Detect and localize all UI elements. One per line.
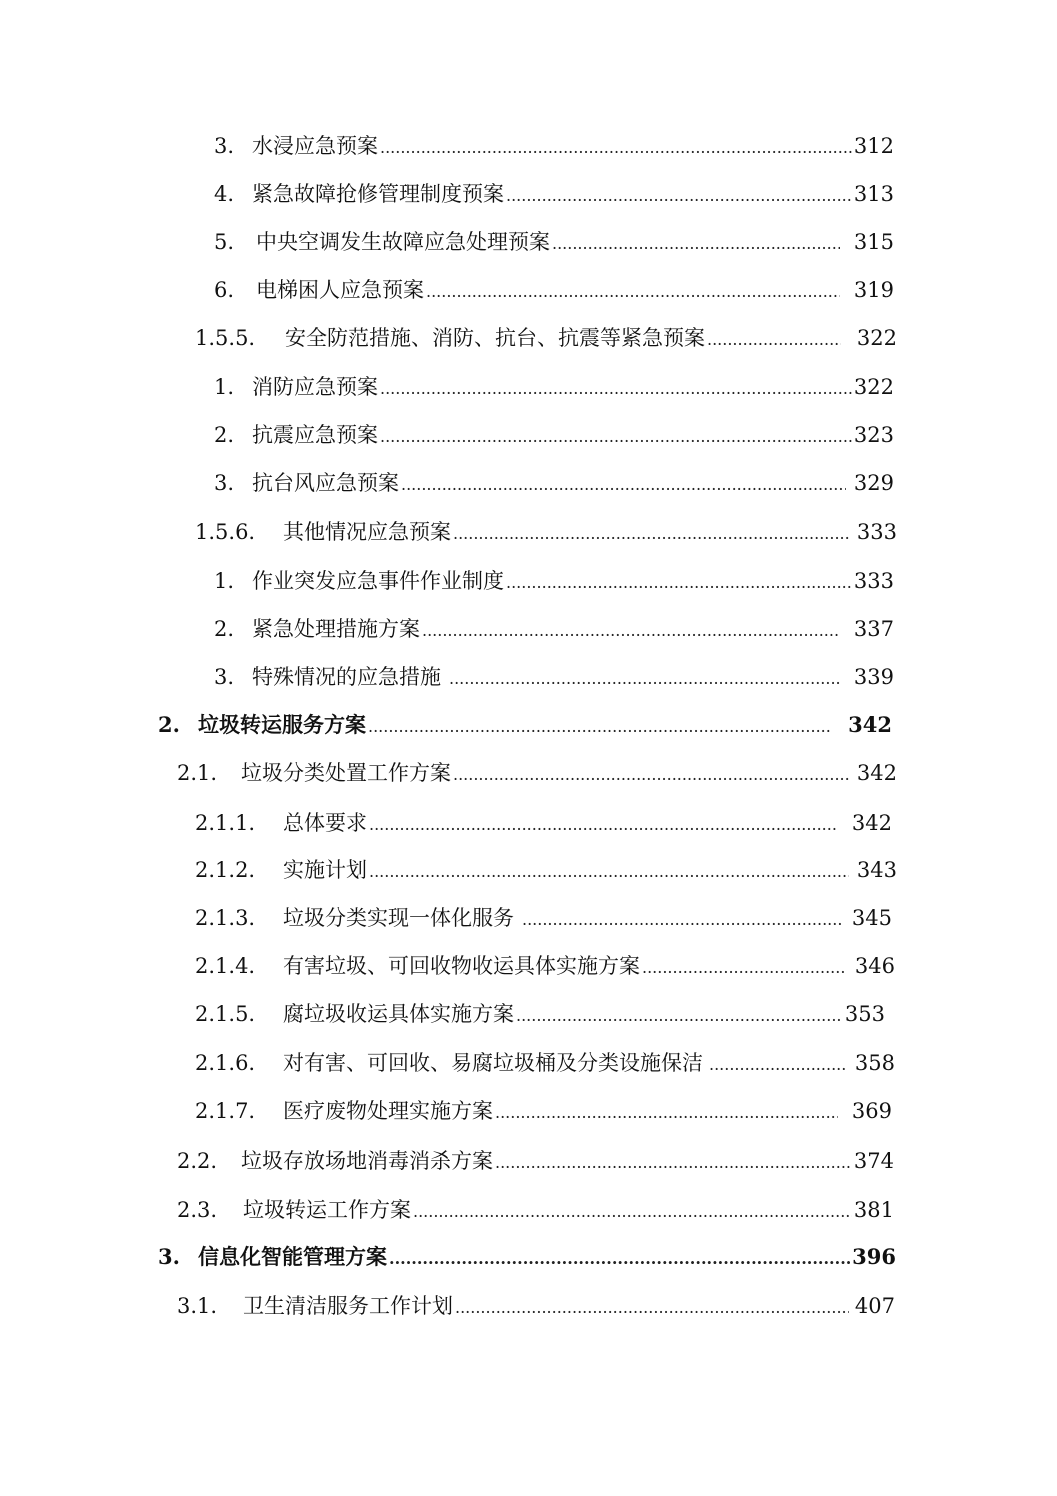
toc-entry-number: 1.5.5. <box>195 326 256 350</box>
toc-entry-number: 2. <box>214 423 235 447</box>
toc-entry-number: 2.3. <box>177 1198 218 1222</box>
toc-entry-page: 374 <box>853 1149 894 1173</box>
toc-entry-page: 329 <box>853 471 894 495</box>
toc-entry-page: 342 <box>856 761 897 785</box>
dot-leader <box>642 953 847 983</box>
toc-entry-title: 水浸应急预案 <box>252 134 378 158</box>
toc-entry-number: 2.1.4. <box>195 954 256 978</box>
toc-entry[interactable] <box>214 227 894 257</box>
toc-entry-number: 3. <box>214 471 235 495</box>
dot-leader <box>422 616 840 646</box>
dot-leader <box>495 1148 852 1178</box>
toc-entry-title: 腐垃圾收运具体实施方案 <box>283 1002 514 1026</box>
toc-entry-page: 381 <box>853 1198 894 1222</box>
toc-entry-page: 345 <box>851 906 892 930</box>
dot-leader <box>369 857 849 887</box>
toc-entry[interactable] <box>195 951 895 981</box>
dot-leader <box>401 470 846 500</box>
toc-entry[interactable] <box>195 903 892 933</box>
toc-entry[interactable] <box>214 614 894 644</box>
toc-entry[interactable] <box>214 131 894 161</box>
toc-entry[interactable] <box>214 372 894 402</box>
dot-leader <box>707 325 841 355</box>
toc-entry-page: 313 <box>853 182 894 206</box>
toc-chapter-entry[interactable] <box>158 1242 896 1272</box>
toc-entry[interactable] <box>195 1096 892 1126</box>
toc-entry-title: 有害垃圾、可回收物收运具体实施方案 <box>283 954 640 978</box>
toc-entry-number: 4. <box>214 182 235 206</box>
dot-leader <box>453 519 849 549</box>
toc-entry-title: 紧急故障抢修管理制度预案 <box>252 182 504 206</box>
toc-entry-title: 特殊情况的应急措施 <box>252 665 441 689</box>
toc-entry-page: 342 <box>848 712 892 737</box>
toc-entry-number: 2. <box>158 712 180 737</box>
toc-entry-page: 342 <box>851 811 892 835</box>
toc-entry-page: 396 <box>852 1244 896 1269</box>
toc-entry-page: 337 <box>853 617 894 641</box>
toc-entry[interactable] <box>177 1195 894 1225</box>
toc-entry-number: 2.2. <box>177 1149 218 1173</box>
toc-entry[interactable] <box>214 179 894 209</box>
toc-entry-title: 中央空调发生故障应急处理预案 <box>256 230 550 254</box>
toc-entry-number: 1. <box>214 569 235 593</box>
dot-leader <box>506 568 852 598</box>
toc-entry-page: 353 <box>844 1002 885 1026</box>
toc-entry[interactable] <box>214 420 894 450</box>
toc-entry-page: 315 <box>853 230 894 254</box>
toc-entry-number: 1. <box>214 375 235 399</box>
toc-entry-title: 安全防范措施、消防、抗台、抗震等紧急预案 <box>285 326 705 350</box>
dot-leader <box>552 229 840 259</box>
dot-leader <box>495 1098 838 1128</box>
toc-entry[interactable] <box>214 566 894 596</box>
toc-entry-title: 医疗废物处理实施方案 <box>283 1099 493 1123</box>
toc-entry-title: 信息化智能管理方案 <box>198 1244 387 1269</box>
toc-entry-number: 2. <box>214 617 235 641</box>
toc-entry[interactable] <box>195 517 897 547</box>
toc-entry[interactable] <box>177 1291 895 1321</box>
toc-entry-page: 333 <box>856 520 897 544</box>
dot-leader <box>380 422 852 452</box>
dot-leader <box>522 905 842 935</box>
toc-entry-title: 总体要求 <box>283 811 367 835</box>
toc-entry-title: 垃圾分类处置工作方案 <box>241 761 451 785</box>
toc-entry-page: 358 <box>854 1051 895 1075</box>
toc-entry-page: 346 <box>854 954 895 978</box>
toc-entry-page: 323 <box>853 423 894 447</box>
toc-entry-number: 3. <box>158 1244 180 1269</box>
dot-leader <box>455 1293 849 1323</box>
toc-entry-title: 作业突发应急事件作业制度 <box>252 569 504 593</box>
toc-entry-title: 消防应急预案 <box>252 375 378 399</box>
toc-entry-page: 343 <box>856 858 897 882</box>
toc-entry-number: 3.1. <box>177 1294 218 1318</box>
toc-entry-number: 2.1.3. <box>195 906 256 930</box>
toc-entry-number: 2.1.7. <box>195 1099 256 1123</box>
toc-entry-number: 3. <box>214 665 235 689</box>
dot-leader <box>506 181 852 211</box>
toc-entry-number: 2.1.2. <box>195 858 256 882</box>
toc-entry-number: 3. <box>214 134 235 158</box>
dot-leader <box>380 133 852 163</box>
toc-entry-title: 卫生清洁服务工作计划 <box>243 1294 453 1318</box>
toc-entry-title: 对有害、可回收、易腐垃圾桶及分类设施保洁 <box>283 1051 703 1075</box>
toc-entry-number: 2.1. <box>177 761 218 785</box>
toc-entry-page: 339 <box>853 665 894 689</box>
toc-entry[interactable] <box>195 323 897 353</box>
toc-entry-number: 5. <box>214 230 235 254</box>
toc-entry[interactable] <box>214 468 894 498</box>
toc-entry-number: 1.5.6. <box>195 520 256 544</box>
toc-entry-title: 实施计划 <box>283 858 367 882</box>
toc-chapter-entry[interactable] <box>158 710 892 740</box>
toc-entry-title: 垃圾分类实现一体化服务 <box>283 906 514 930</box>
toc-entry-page: 312 <box>853 134 894 158</box>
toc-entry-page: 369 <box>851 1099 892 1123</box>
toc-entry-title: 抗台风应急预案 <box>252 471 399 495</box>
toc-entry[interactable] <box>195 855 897 885</box>
toc-entry-page: 322 <box>856 326 897 350</box>
dot-leader <box>380 374 852 404</box>
toc-entry-title: 紧急处理措施方案 <box>252 617 420 641</box>
toc-entry[interactable] <box>214 662 894 692</box>
toc-entry[interactable] <box>195 999 885 1029</box>
toc-entry[interactable] <box>195 1048 895 1078</box>
toc-entry[interactable] <box>214 275 894 305</box>
dot-leader <box>453 760 849 790</box>
toc-entry[interactable] <box>177 758 897 788</box>
toc-entry-title: 抗震应急预案 <box>252 423 378 447</box>
toc-entry[interactable] <box>195 808 892 838</box>
toc-entry-number: 2.1.5. <box>195 1002 256 1026</box>
toc-entry-title: 垃圾转运工作方案 <box>243 1198 411 1222</box>
toc-entry-number: 2.1.6. <box>195 1051 256 1075</box>
toc-entry-page: 333 <box>853 569 894 593</box>
dot-leader <box>516 1001 843 1031</box>
dot-leader <box>426 277 840 307</box>
dot-leader <box>369 810 838 840</box>
toc-entry-page: 319 <box>853 278 894 302</box>
dot-leader <box>389 1244 850 1274</box>
toc-entry-page: 407 <box>854 1294 895 1318</box>
toc-entry-page: 322 <box>853 375 894 399</box>
toc-entry-title: 电梯困人应急预案 <box>256 278 424 302</box>
toc-entry[interactable] <box>177 1146 894 1176</box>
toc-entry-title: 其他情况应急预案 <box>283 520 451 544</box>
toc-entry-number: 6. <box>214 278 235 302</box>
toc-entry-number: 2.1.1. <box>195 811 256 835</box>
dot-leader <box>368 712 830 742</box>
dot-leader <box>449 664 840 694</box>
dot-leader <box>709 1050 847 1080</box>
dot-leader <box>413 1197 852 1227</box>
toc-entry-title: 垃圾存放场地消毒消杀方案 <box>241 1149 493 1173</box>
toc-entry-title: 垃圾转运服务方案 <box>198 712 366 737</box>
